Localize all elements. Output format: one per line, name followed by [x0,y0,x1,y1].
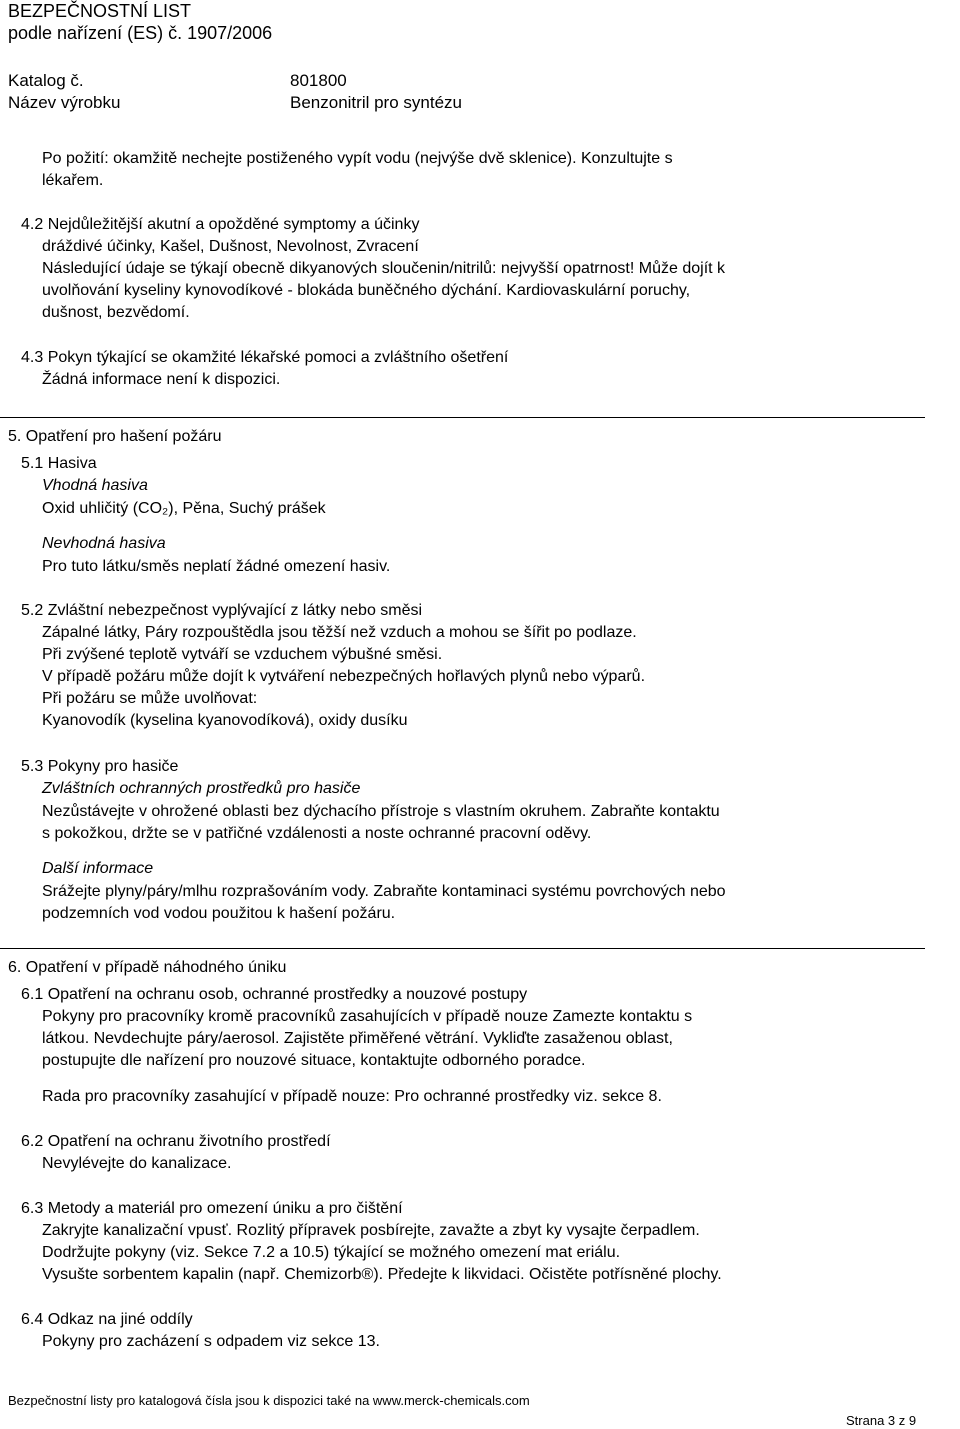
section-5-2-heading: 5.2 Zvláštní nebezpečnost vyplývající z látky nebo směsi [21,602,423,619]
catalog-value: 801800 [290,71,347,90]
catalog-label: Katalog č. [8,71,84,90]
document-header [8,0,272,44]
section-6-1-heading: 6.1 Opatření na ochranu osob, ochranné prostředky a nouzové postupy [21,986,528,1003]
text-line: Při zvýšené teplotě vytváří se vzduchem výbušné směsi. [42,646,443,663]
section-divider [0,417,925,418]
section-6-3-heading: 6.3 Metody a materiál pro omezení úniku a pro čištění [21,1200,403,1217]
text-line: Nezůstávejte v ohrožené oblasti bez dýchacího přístroje s vlastním okruhem. Zabraňte kontaktu [42,803,720,820]
text-line: Po požití: okamžitě nechejte postiženého vypít vodu (nejvýše dvě sklenice). Konzultujte s [42,150,673,167]
text-line: uvolňování kyseliny kynovodíkové - blokáda buněčného dýchání. Kardiovaskulární poruchy, [42,282,691,299]
text-line: Vysušte sorbentem kapalin (např. Chemizorb®). Předejte k likvidaci. Očistěte potřísněné plochy. [42,1266,722,1283]
text-line: Rada pro pracovníky zasahující v případě nouze: Pro ochranné prostředky viz. sekce 8. [42,1088,662,1105]
section-5-1-heading: 5.1 Hasiva [21,455,97,472]
text-line: Zakryjte kanalizační vpusť. Rozlitý přípravek posbírejte, zavažte a zbyt ky vysajte čerpadlem. [42,1222,700,1239]
section-5-3-heading: 5.3 Pokyny pro hasiče [21,758,179,775]
page-number: Strana 3 z 9 [846,1413,917,1428]
product-label: Název výrobku [8,93,121,112]
document-subtitle: podle nařízení (ES) č. 1907/2006 [8,23,273,43]
protective-equipment-label: Zvláštních ochranných prostředků pro hasiče [42,780,361,797]
section-divider [0,948,925,949]
text-line: látkou. Nevdechujte páry/aerosol. Zajistěte přiměřené větrání. Vykliďte zasaženou oblast, [42,1030,673,1047]
text-line: podzemních vod vodou použitou k hašení požáru. [42,905,396,922]
text-line: Dodržujte pokyny (viz. Sekce 7.2 a 10.5) týkající se možného omezení mat eriálu. [42,1244,621,1261]
section-5-heading: 5. Opatření pro hašení požáru [8,428,222,445]
text-line: dušnost, bezvědomí. [42,304,190,321]
section-4-2-heading: 4.2 Nejdůležitější akutní a opožděné symptomy a účinky [21,216,420,233]
text-line: Pokyny pro zacházení s odpadem viz sekce 13. [42,1333,380,1350]
section-6-4-heading: 6.4 Odkaz na jiné oddíly [21,1311,193,1328]
text-line: Srážejte plyny/páry/mlhu rozprašováním vody. Zabraňte kontaminaci systému povrchových nebo [42,883,726,900]
text-line: Nevylévejte do kanalizace. [42,1155,232,1172]
text-line: Oxid uhličitý (CO₂), Pěna, Suchý prášek [42,500,326,517]
product-value: Benzonitril pro syntézu [290,93,462,112]
document-title: BEZPEČNOSTNÍ LIST [8,1,192,21]
footer-note: Bezpečnostní listy pro katalogová čísla jsou k dispozici také na www.merck-chemicals.com [8,1393,530,1408]
text-line: postupujte dle nařízení pro nouzové situace, kontaktujte odborného poradce. [42,1052,586,1069]
suitable-media-label: Vhodná hasiva [42,477,148,494]
text-line: Při požáru se může uvolňovat: [42,690,258,707]
text-line: s pokožkou, držte se v patřičné vzdálenosti a noste ochranné pracovní oděvy. [42,825,592,842]
product-meta [8,70,462,114]
text-line: Pro tuto látku/směs neplatí žádné omezení hasiv. [42,558,391,575]
text-line: V případě požáru může dojít k vytváření nebezpečných hořlavých plynů nebo výparů. [42,668,646,685]
unsuitable-media-label: Nevhodná hasiva [42,535,166,552]
further-info-label: Další informace [42,860,154,877]
section-6-heading: 6. Opatření v případě náhodného úniku [8,959,287,976]
text-line: lékařem. [42,172,104,189]
text-line: Pokyny pro pracovníky kromě pracovníků zasahujících v případě nouze Zamezte kontaktu s [42,1008,693,1025]
text-line: Kyanovodík (kyselina kyanovodíková), oxidy dusíku [42,712,408,729]
text-line: dráždivé účinky, Kašel, Dušnost, Nevolnost, Zvracení [42,238,419,255]
text-line: Zápalné látky, Páry rozpouštědla jsou těžší než vzduch a mohou se šířit po podlaze. [42,624,637,641]
section-4-3-heading: 4.3 Pokyn týkající se okamžité lékařské pomoci a zvláštního ošetření [21,349,509,366]
text-line: Následující údaje se týkají obecně dikyanových sloučenin/nitrilů: nejvyšší opatrnost! Může dojít k [42,260,726,277]
text-line: Žádná informace není k dispozici. [42,371,281,388]
section-6-2-heading: 6.2 Opatření na ochranu životního prostředí [21,1133,331,1150]
